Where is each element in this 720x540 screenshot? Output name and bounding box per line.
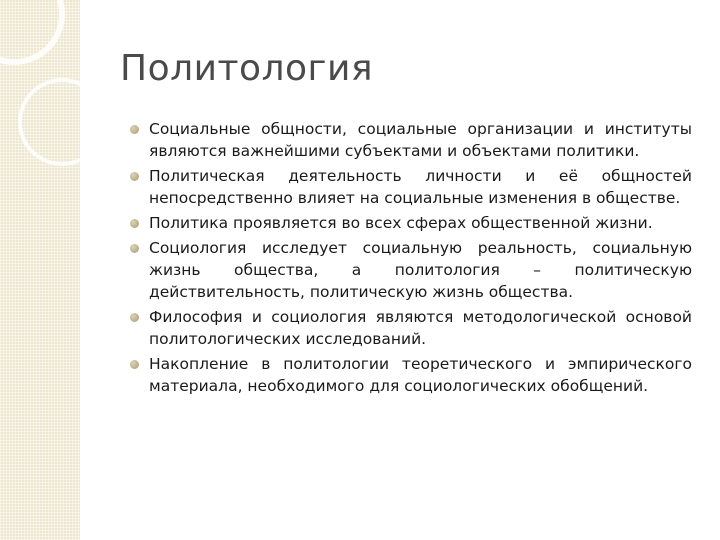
- bullet-item: [130, 212, 692, 234]
- bullet-item: [130, 306, 692, 350]
- decorative-circles: [0, 0, 80, 540]
- bullet-icon: [130, 125, 139, 134]
- bullet-text: Политика проявляется во всех сферах общественной жизни.: [149, 214, 653, 232]
- bullet-icon: [130, 313, 139, 322]
- bullet-item: [130, 237, 692, 303]
- bullet-icon: [130, 360, 139, 369]
- bullet-list: [130, 118, 692, 400]
- decorative-side-strip: [0, 0, 80, 540]
- bullet-text: Социология исследует социальную реальность, социальную жизнь общества, а политология – политическую действительность, политическую жизнь общества.: [149, 239, 692, 301]
- bullet-icon: [130, 219, 139, 228]
- bullet-item: [130, 118, 692, 162]
- slide-title: Политология: [120, 48, 373, 89]
- bullet-item: [130, 165, 692, 209]
- bullet-text: Накопление в политологии теоретического и эмпирического материала, необходимого для социологических обобщений.: [149, 355, 692, 395]
- bullet-icon: [130, 172, 139, 181]
- bullet-text: Философия и социология являются методологической основой политологических исследований.: [149, 308, 692, 348]
- bullet-icon: [130, 244, 139, 253]
- bullet-text: Социальные общности, социальные организации и институты являются важнейшими субъектами и объектами политики.: [149, 120, 692, 160]
- bullet-item: [130, 353, 692, 397]
- bullet-text: Политическая деятельность личности и её общностей непосредственно влияет на социальные изменения в обществе.: [149, 167, 692, 207]
